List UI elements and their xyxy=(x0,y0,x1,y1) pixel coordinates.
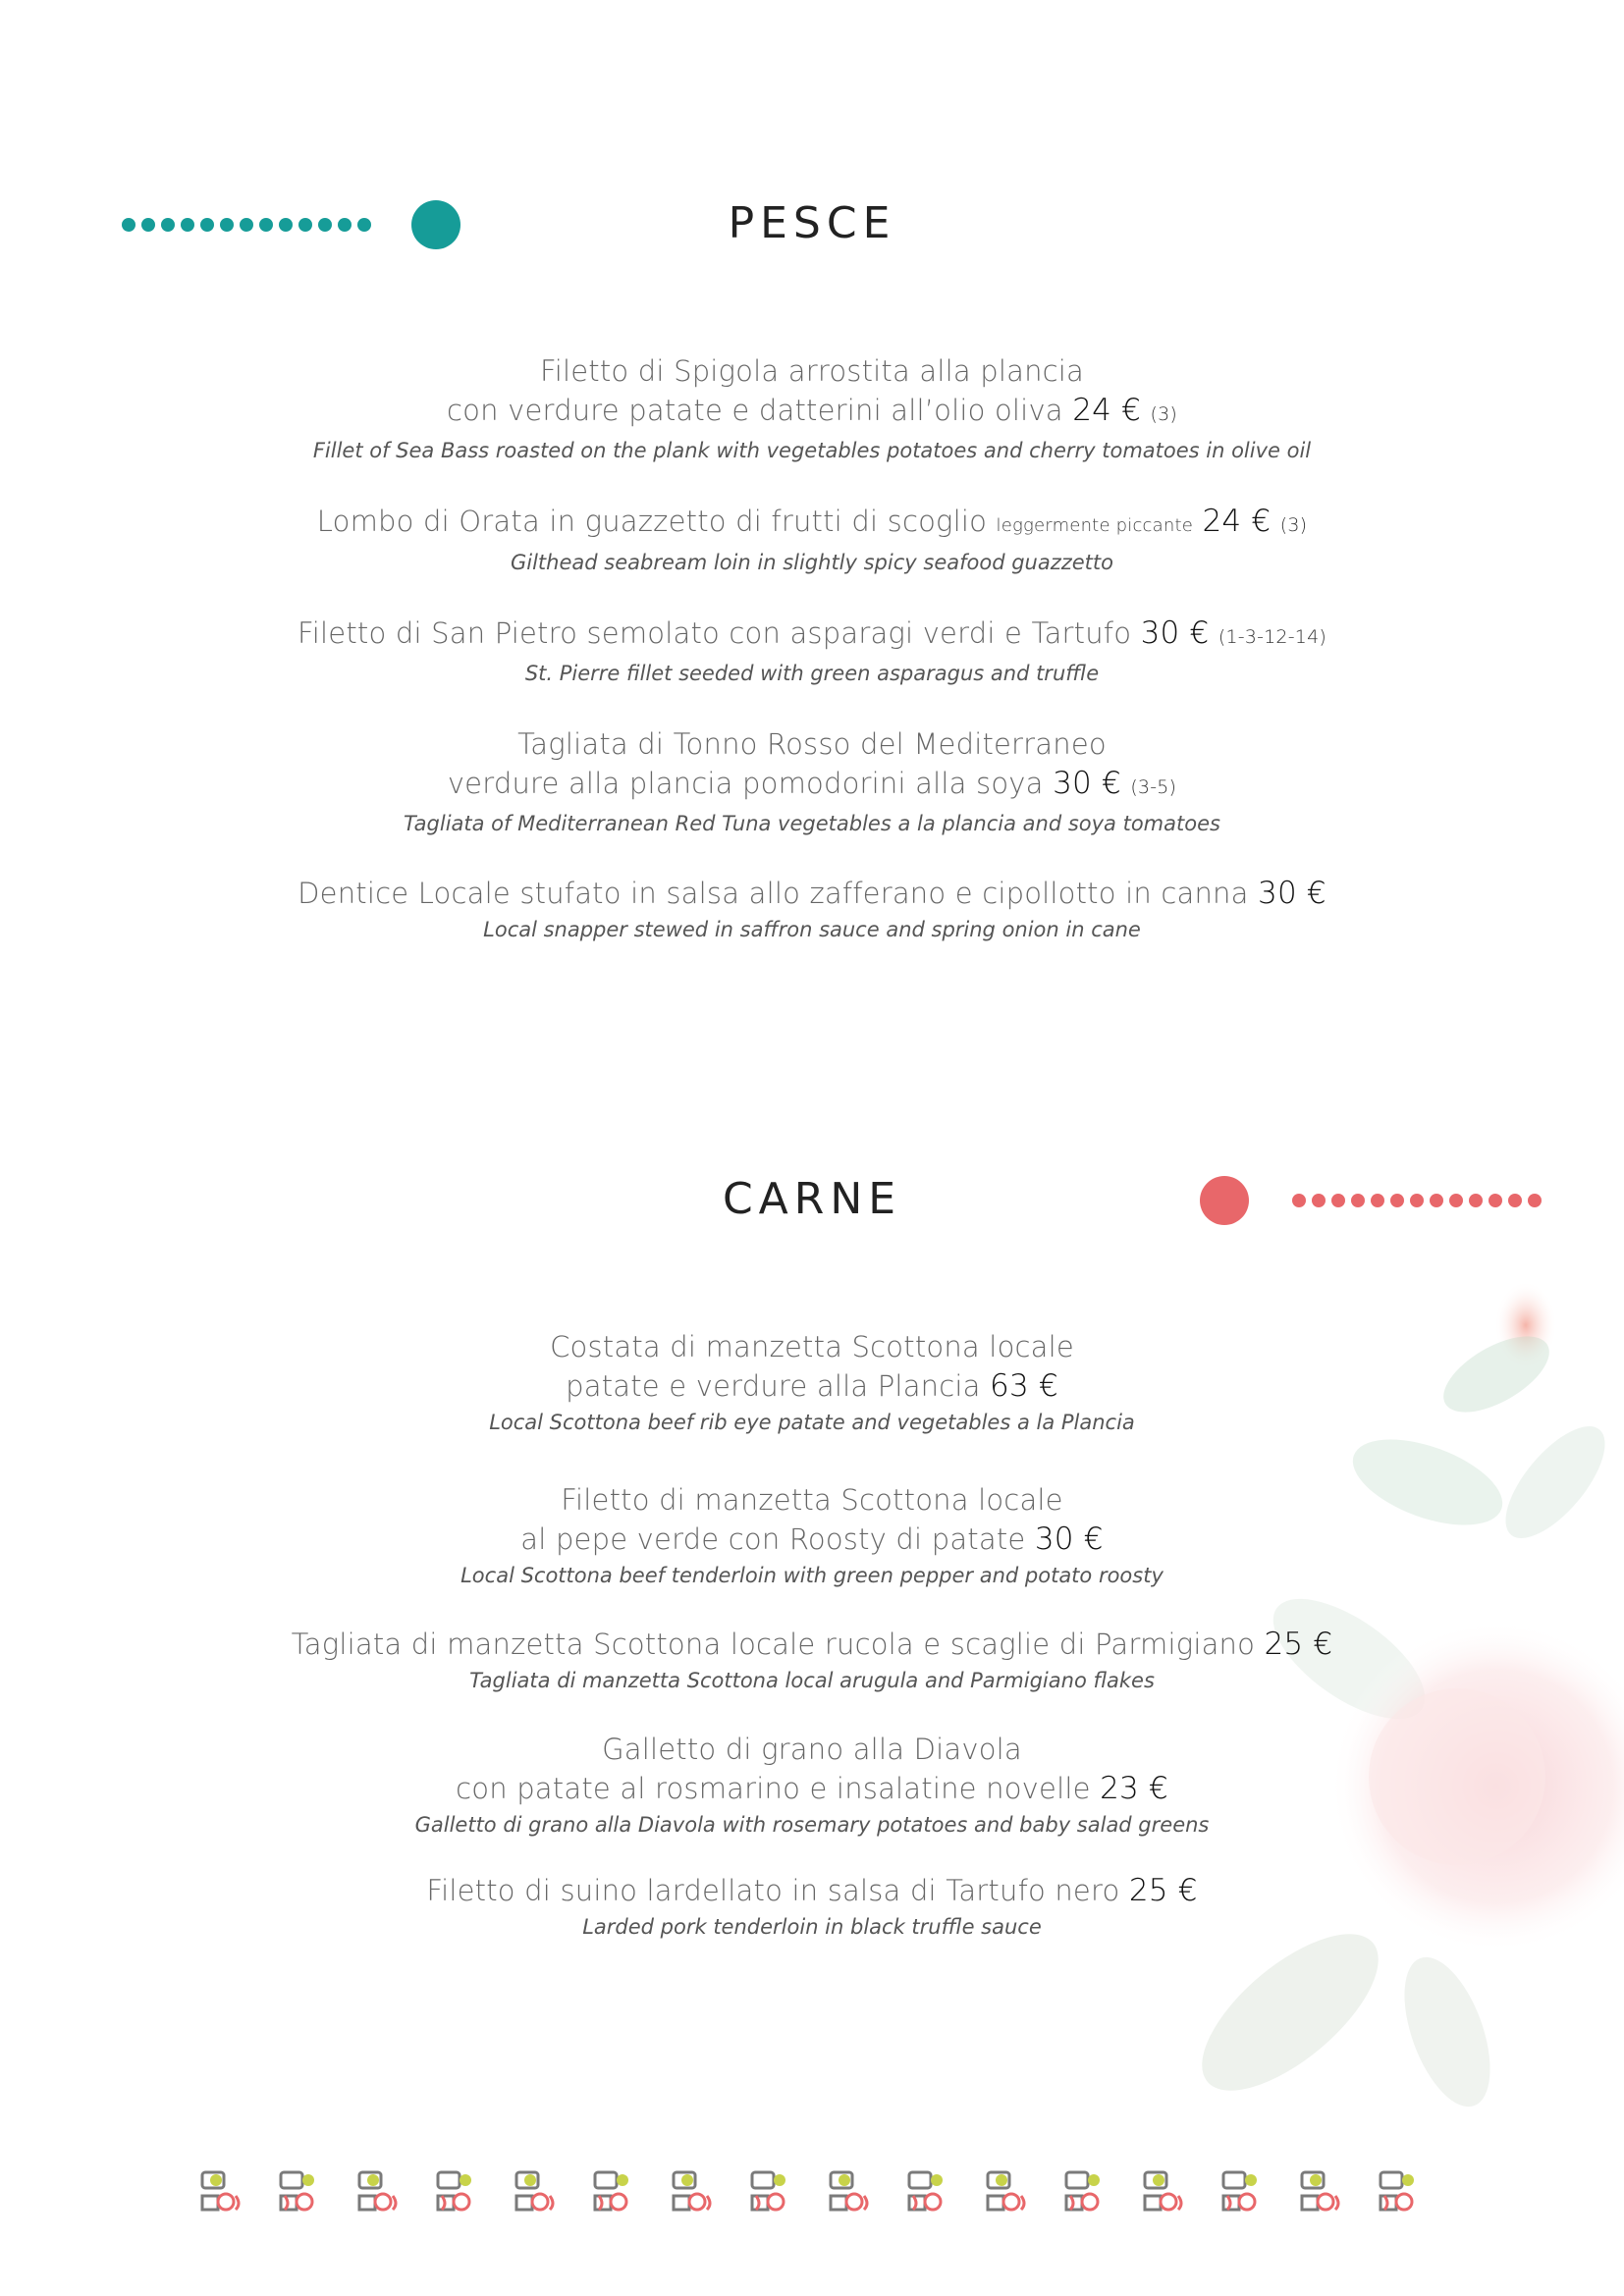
dish-english: Tagliata of Mediterranean Red Tuna vegetables a la plancia and soya tomatoes xyxy=(404,812,1220,835)
dish-price: 24 € xyxy=(1202,504,1272,539)
dish-english: Gilthead seabream loin in slightly spicy seafood guazzetto xyxy=(510,551,1113,574)
footer-logo-icon xyxy=(1139,2166,1190,2216)
dish-galletto xyxy=(0,1730,1624,1842)
dish-italian: Tagliata di manzetta Scottona locale rucola e scaglie di Parmigiano 25 € xyxy=(291,1627,1333,1662)
dish-allergens: (1-3-12-14) xyxy=(1218,626,1326,648)
dish-price: 30 € xyxy=(1258,876,1326,911)
dish-italian: patate e verdure alla Plancia 63 € xyxy=(566,1368,1058,1404)
dish-italian: verdure alla plancia pomodorini alla soya 30 € (3-5) xyxy=(447,766,1177,801)
section-title-pesce: PESCE xyxy=(728,198,896,248)
dish-italian: Galletto di grano alla Diavola xyxy=(602,1733,1022,1766)
dish-italian: al pepe verde con Roosty di patate 30 € xyxy=(520,1522,1104,1557)
dish-price: 25 € xyxy=(1128,1873,1198,1908)
dish-english: Local Scottona beef tenderloin with green pepper and potato roosty xyxy=(460,1564,1164,1587)
dish-english: Local Scottona beef rib eye patate and vegetables a la Plancia xyxy=(489,1411,1135,1434)
dish-costata xyxy=(0,1327,1624,1439)
dish-price: 24 € xyxy=(1072,393,1142,428)
dish-allergens: (3-5) xyxy=(1130,776,1177,798)
dish-san-pietro xyxy=(0,614,1624,690)
footer-logo-icon xyxy=(1296,2166,1347,2216)
footer-logo-icon xyxy=(668,2166,719,2216)
dish-filetto-manzetta xyxy=(0,1480,1624,1592)
footer-logo-icon xyxy=(196,2166,247,2216)
footer-logo-icon xyxy=(1218,2166,1269,2216)
coral-circle xyxy=(1200,1176,1249,1225)
footer-logo-row xyxy=(196,2166,1434,2216)
dish-english: Fillet of Sea Bass roasted on the plank with vegetables potatoes and cherry tomatoes in olive oil xyxy=(312,439,1312,462)
footer-logo-icon xyxy=(825,2166,876,2216)
dish-price: 25 € xyxy=(1264,1627,1333,1662)
dish-price: 30 € xyxy=(1034,1522,1104,1557)
footer-logo-icon xyxy=(1060,2166,1111,2216)
dish-tonno xyxy=(0,724,1624,840)
dish-italian: Dentice Locale stufato in salsa allo zafferano e cipollotto in canna 30 € xyxy=(298,876,1326,911)
dish-english: St. Pierre fillet seeded with green asparagus and truffle xyxy=(524,662,1100,685)
dish-italian: Costata di manzetta Scottona locale xyxy=(550,1330,1074,1363)
dish-italian: Filetto di manzetta Scottona locale xyxy=(561,1483,1063,1517)
dish-spigola xyxy=(0,351,1624,467)
dish-dentice xyxy=(0,874,1624,946)
footer-logo-icon xyxy=(746,2166,797,2216)
footer-logo-icon xyxy=(275,2166,326,2216)
dish-italian: con verdure patate e datterini all’olio oliva 24 € (3) xyxy=(447,393,1177,428)
dish-price: 63 € xyxy=(990,1368,1058,1404)
dish-price: 30 € xyxy=(1140,615,1210,651)
dish-english: Local snapper stewed in saffron sauce and spring onion in cane xyxy=(483,918,1141,941)
footer-logo-icon xyxy=(1375,2166,1426,2216)
dish-italian: Tagliata di Tonno Rosso del Mediterraneo xyxy=(517,727,1107,761)
footer-logo-icon xyxy=(589,2166,640,2216)
dish-italian: Filetto di San Pietro semolato con asparagi verdi e Tartufo 30 € (1-3-12-14) xyxy=(298,615,1326,651)
section-title-carne: CARNE xyxy=(722,1174,902,1224)
dish-price: 30 € xyxy=(1053,766,1121,801)
dish-italian: Filetto di Spigola arrostita alla plancia xyxy=(539,354,1085,388)
dish-note: leggermente piccante xyxy=(996,515,1194,536)
dish-english: Larded pork tenderloin in black truffle sauce xyxy=(582,1915,1042,1939)
dish-english: Tagliata di manzetta Scottona local arugula and Parmigiano flakes xyxy=(469,1669,1155,1692)
dish-italian: con patate al rosmarino e insalatine novelle 23 € xyxy=(456,1771,1168,1806)
dish-allergens: (3) xyxy=(1279,514,1308,536)
footer-logo-icon xyxy=(432,2166,483,2216)
dish-suino xyxy=(0,1871,1624,1944)
dish-orata xyxy=(0,502,1624,579)
footer-logo-icon xyxy=(903,2166,954,2216)
footer-logo-icon xyxy=(353,2166,405,2216)
coral-dotted-line xyxy=(1292,1194,1543,1207)
dish-english: Galletto di grano alla Diavola with rosemary potatoes and baby salad greens xyxy=(414,1813,1210,1837)
dish-italian: Filetto di suino lardellato in salsa di Tartufo nero 25 € xyxy=(426,1873,1198,1908)
footer-logo-icon xyxy=(511,2166,562,2216)
dish-tagliata-manzetta xyxy=(0,1625,1624,1697)
dish-price: 23 € xyxy=(1100,1771,1168,1806)
dish-italian: Lombo di Orata in guazzetto di frutti di scoglio leggermente piccante 24 € (3) xyxy=(316,504,1308,539)
footer-logo-icon xyxy=(982,2166,1033,2216)
dish-allergens: (3) xyxy=(1150,403,1177,425)
